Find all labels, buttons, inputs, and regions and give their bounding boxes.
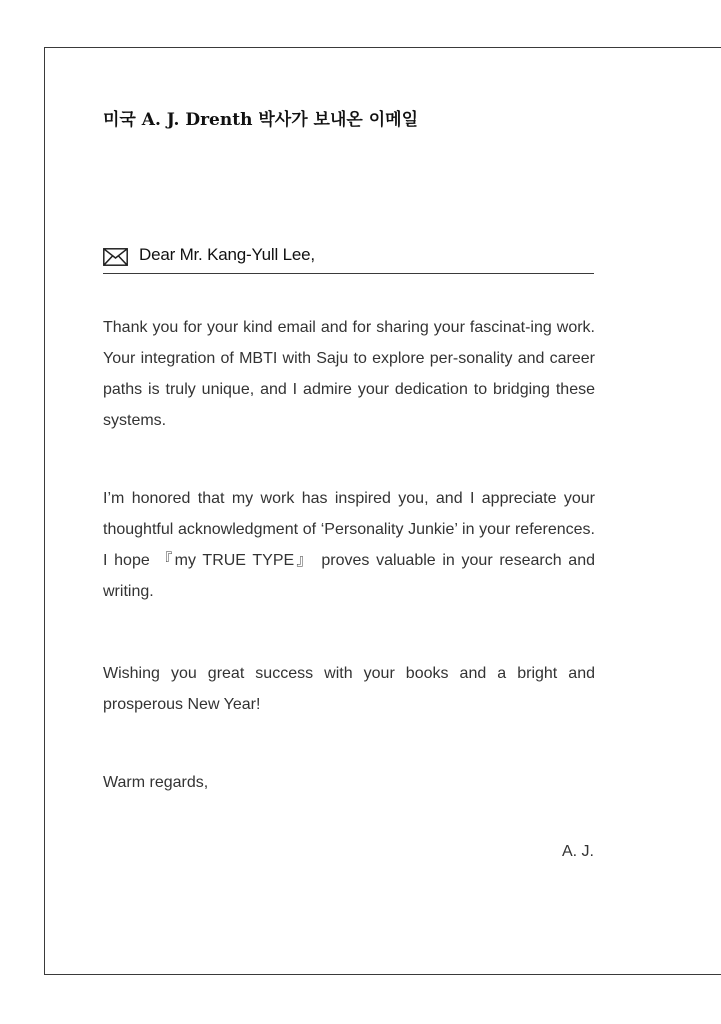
salutation: Dear Mr. Kang-Yull Lee, <box>139 245 315 264</box>
envelope-icon <box>103 248 128 266</box>
letter-paragraph-2: I’m honored that my work has inspired you, and I appreciate your thoughtful acknowledgment of ‘Personality Junkie’ in your references. I hope 『my TRUE TYPE』 proves valuable in your research and writing. <box>103 490 595 600</box>
letter-paragraph-1: Thank you for your kind email and for sharing your fascinat-ing work. Your integration of MBTI with Saju to explore per-sonality and career paths is truly unique, and I admire your dedication to bridging these systems. <box>103 319 595 429</box>
closing-line: Warm regards, <box>103 774 209 791</box>
letter-paragraph-3: Wishing you great success with your books and a bright and prosperous New Year! <box>103 665 595 713</box>
page-title: 미국 A. J. Drenth 박사가 보내온 이메일 <box>103 110 418 130</box>
salutation-row <box>103 244 594 274</box>
signature: A. J. <box>561 843 594 860</box>
